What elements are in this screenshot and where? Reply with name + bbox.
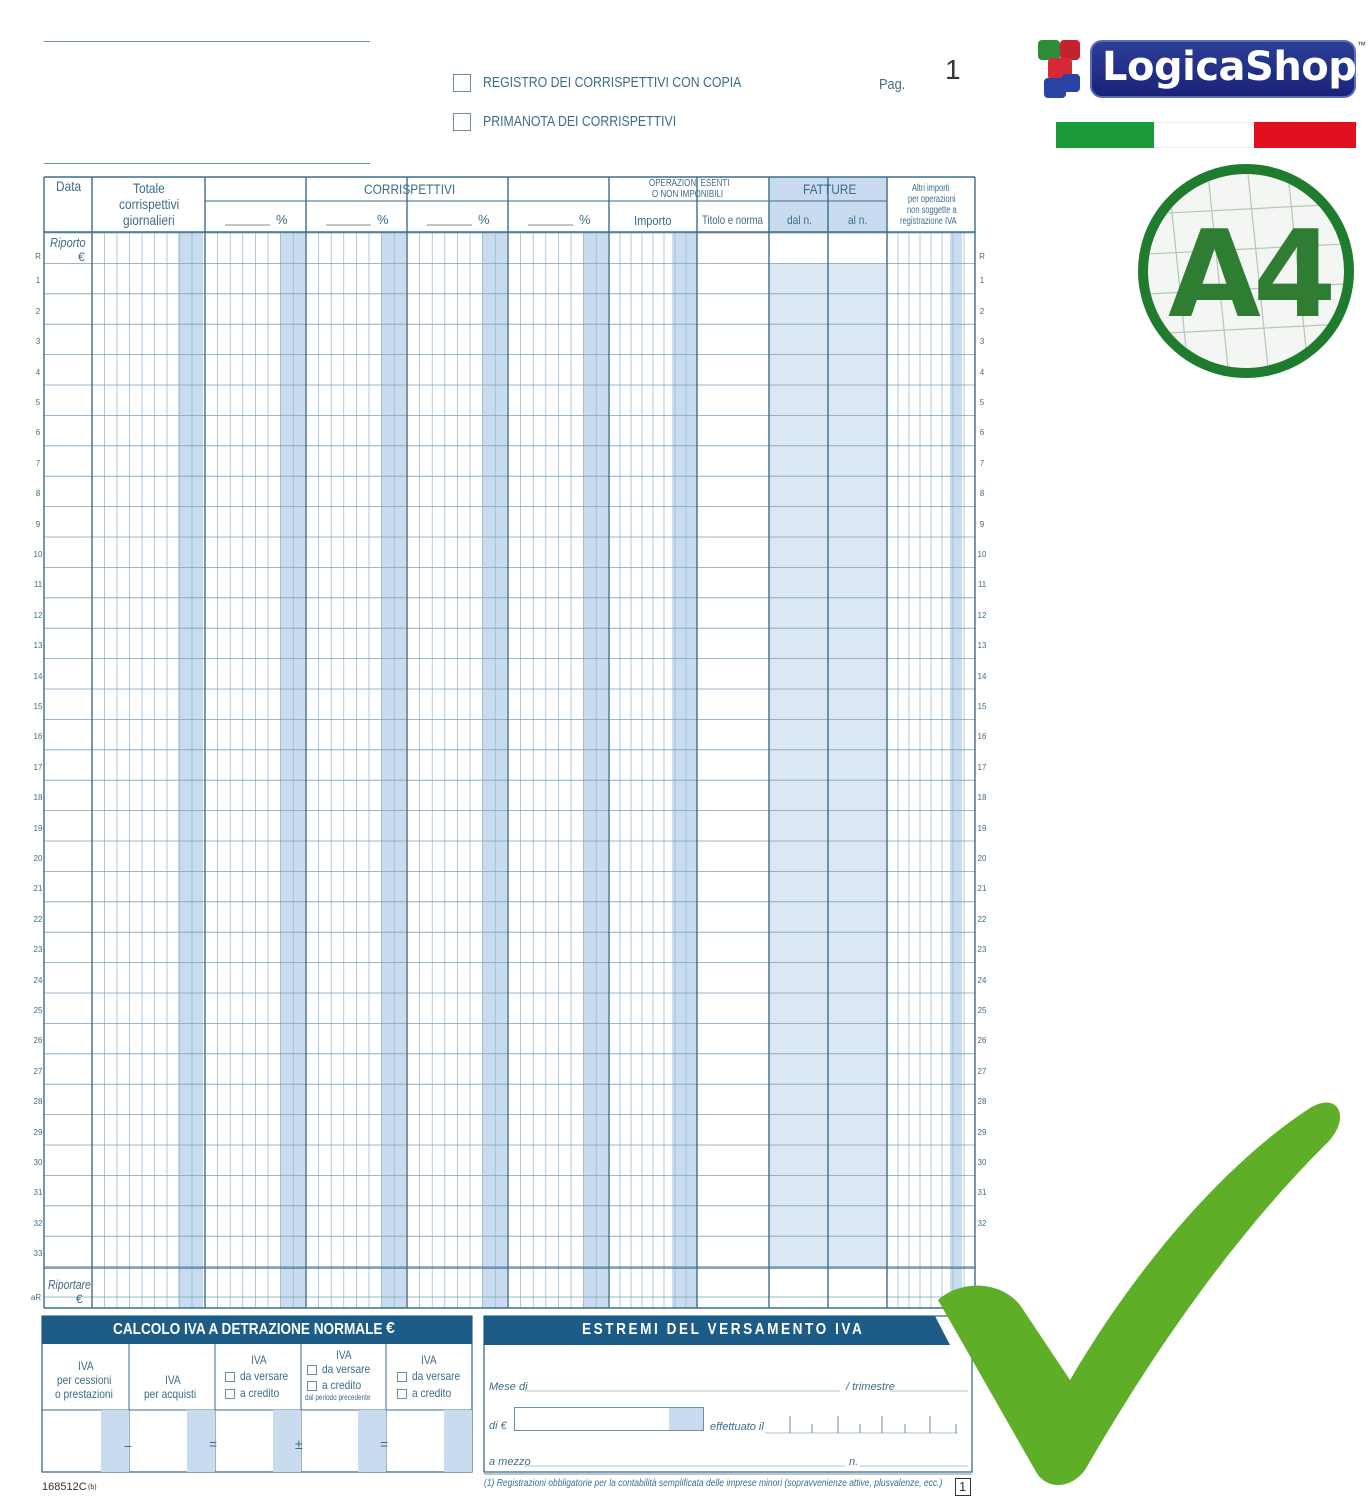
calcolo-c4a: IVA <box>336 1348 352 1362</box>
checkmark-icon <box>920 1090 1350 1490</box>
row-number-right: 14 <box>977 671 987 681</box>
calcolo-title: CALCOLO IVA A DETRAZIONE NORMALE <box>113 1321 383 1338</box>
importo-header: Importo <box>634 213 672 228</box>
row-number-right: 22 <box>977 914 987 924</box>
form-code: 168512C <box>42 1481 87 1493</box>
altri-header-4: registrazione IVA <box>900 216 957 227</box>
row-number-right: 10 <box>977 550 987 559</box>
col-totale-header-3: giornalieri <box>123 212 175 228</box>
a4-badge-text: A4 <box>1168 206 1329 345</box>
row-number-right: 26 <box>977 1036 987 1046</box>
altri-header-3: non soggette a <box>907 205 957 216</box>
esenti-header-1: OPERAZIONI ESENTI <box>649 178 730 189</box>
row-label-r-right: R <box>979 252 985 261</box>
band-5 <box>672 232 697 1308</box>
calcolo-c5a: IVA <box>421 1353 437 1367</box>
row-number-right: 18 <box>977 793 987 803</box>
row-number-right: 9 <box>979 519 985 529</box>
row-number-right: 16 <box>977 732 987 742</box>
row-number-right: 15 <box>977 702 987 711</box>
versamento-n: n. <box>849 1456 859 1468</box>
row-number-left: 23 <box>33 945 43 955</box>
row-number-right: 3 <box>979 337 985 347</box>
row-number-right: 4 <box>979 367 985 377</box>
calcolo-c3a: IVA <box>251 1353 267 1367</box>
versamento-footnote: (1) Registrazioni obbligatorie per la contabilità semplificata delle imprese minori (sopravvenienze attive, plusvalenze, ecc.) <box>484 1478 943 1489</box>
calcolo-c5-versare-checkbox[interactable] <box>397 1372 407 1382</box>
calcolo-c4-credito-checkbox[interactable] <box>307 1381 317 1391</box>
row-number-right: 27 <box>977 1066 987 1076</box>
row-number-right: 30 <box>977 1158 987 1167</box>
row-number-left: 1 <box>35 276 41 286</box>
versamento-mezzo: a mezzo <box>489 1456 531 1468</box>
al-header: al n. <box>848 213 868 227</box>
row-number-left: 29 <box>33 1127 43 1137</box>
row-number-right: 32 <box>977 1218 987 1228</box>
form-code-suffix: (b) <box>88 1484 97 1491</box>
calcolo-c4d: dal periodo precedente <box>305 1393 371 1402</box>
band-3 <box>482 232 507 1308</box>
row-number-left: 27 <box>33 1066 43 1076</box>
versamento-di-euro: di € <box>489 1420 507 1432</box>
calcolo-c1c: o prestazioni <box>55 1387 113 1401</box>
row-number-right: 12 <box>977 610 987 620</box>
row-number-left: 12 <box>33 610 43 620</box>
calcolo-c3c: a credito <box>240 1386 280 1400</box>
calcolo-c1b: per cessioni <box>57 1373 112 1387</box>
row-number-right: 28 <box>977 1097 987 1107</box>
versamento-mese: Mese di <box>489 1381 528 1393</box>
calcolo-c4b: da versare <box>322 1362 371 1376</box>
row-number-right: 6 <box>979 428 985 438</box>
fatture-header: FATTURE <box>803 181 857 197</box>
calcolo-op-equals-1: = <box>209 1436 218 1452</box>
col-totale-header-1: Totale <box>133 180 165 196</box>
calcolo-op-plusminus: ± <box>295 1436 303 1452</box>
band-2 <box>381 232 406 1308</box>
row-number-right: 25 <box>977 1006 987 1015</box>
calcolo-c3-versare-checkbox[interactable] <box>225 1372 235 1382</box>
row-number-left: 11 <box>33 580 43 590</box>
row-number-left: 26 <box>33 1036 43 1046</box>
row-number-right: 21 <box>977 884 987 894</box>
row-number-right: 5 <box>979 398 985 407</box>
dal-header: dal n. <box>787 213 812 227</box>
band-0 <box>178 232 203 1308</box>
row-number-right: 20 <box>977 854 987 863</box>
col-data-header: Data <box>56 178 82 194</box>
row-number-left: 28 <box>33 1097 43 1107</box>
titolo-header: Titolo e norma <box>702 213 764 227</box>
calcolo-c2a: IVA <box>165 1373 181 1387</box>
row-number-right: 17 <box>977 762 987 772</box>
band-1 <box>280 232 305 1308</box>
calcolo-band-4 <box>444 1410 472 1472</box>
row-number-left: 17 <box>33 762 43 772</box>
row-number-left: 8 <box>35 489 41 499</box>
row-number-left: 20 <box>33 854 43 863</box>
row-number-left: 24 <box>33 975 43 985</box>
row-number-left: 16 <box>33 732 43 742</box>
row-number-right: 31 <box>977 1188 987 1198</box>
row-number-right: 11 <box>977 580 987 590</box>
logo-text: LogicaShop <box>1102 44 1357 90</box>
row-number-left: 2 <box>35 306 41 316</box>
band-4 <box>583 232 608 1308</box>
versamento-page-number: 1 <box>959 1479 967 1494</box>
calcolo-c2b: per acquisti <box>144 1387 197 1401</box>
row-number-right: 19 <box>977 823 987 833</box>
row-number-left: 10 <box>33 550 43 559</box>
row-number-right: 24 <box>977 975 987 985</box>
row-number-right: 8 <box>979 489 985 499</box>
percent-2: % <box>377 212 389 227</box>
altri-header-1: Altri importi <box>912 183 950 194</box>
calcolo-c5b: da versare <box>412 1369 461 1383</box>
page-number: 1 <box>945 54 961 85</box>
trademark: ™ <box>1357 40 1366 50</box>
row-number-right: 1 <box>979 276 985 286</box>
row-number-left: 22 <box>33 914 43 924</box>
corrispettivi-header: CORRISPETTIVI <box>364 181 456 197</box>
percent-1: % <box>276 212 288 227</box>
row-number-left: 32 <box>33 1218 43 1228</box>
calcolo-c4-versare-checkbox[interactable] <box>307 1365 317 1375</box>
row-number-right: 13 <box>977 641 987 651</box>
percent-4: % <box>579 212 591 227</box>
register-label: REGISTRO DEI CORRISPETTIVI CON COPIA <box>483 74 742 91</box>
altri-header-2: per operazioni <box>908 194 956 205</box>
row-number-left: 3 <box>35 337 41 347</box>
col-totale-header-2: corrispettivi <box>119 196 180 212</box>
primanota-label: PRIMANOTA DEI CORRISPETTIVI <box>483 113 677 130</box>
row-number-left: 19 <box>33 823 43 833</box>
row-number-left: 18 <box>33 793 43 803</box>
row-number-left: 15 <box>33 702 43 711</box>
row-number-left: 25 <box>33 1006 43 1015</box>
row-number-left: 30 <box>33 1158 43 1167</box>
percent-3: % <box>478 212 490 227</box>
calcolo-c1a: IVA <box>78 1359 94 1373</box>
row-number-left: 7 <box>35 458 41 468</box>
row-number-right: 29 <box>977 1127 987 1137</box>
calcolo-euro: € <box>386 1320 395 1337</box>
calcolo-c3b: da versare <box>240 1369 289 1383</box>
riporto-euro: € <box>78 250 85 264</box>
row-number-left: 31 <box>33 1188 43 1198</box>
row-number-left: 33 <box>33 1249 43 1259</box>
row-number-left: 13 <box>33 641 43 651</box>
row-label-ar-left: aR <box>30 1293 42 1302</box>
calcolo-c5c: a credito <box>412 1386 452 1400</box>
calcolo-c4c: a credito <box>322 1378 362 1392</box>
esenti-header-2: O NON IMPONIBILI <box>652 189 724 200</box>
page-label: Pag. <box>879 76 906 93</box>
row-label-r-left: R <box>35 252 41 261</box>
row-number-left: 21 <box>33 884 43 894</box>
row-number-left: 6 <box>35 428 41 438</box>
row-number-right: 23 <box>977 945 987 955</box>
versamento-trimestre: / trimestre <box>846 1381 895 1393</box>
riporto-label: Riporto <box>50 235 86 250</box>
calcolo-op-minus: − <box>124 1438 133 1454</box>
versamento-title: ESTREMI DEL VERSAMENTO IVA <box>582 1321 865 1338</box>
riportare-label: Riportare <box>48 1277 91 1292</box>
row-number-left: 5 <box>35 398 41 407</box>
riportare-euro: € <box>76 1292 83 1306</box>
versamento-amount-field[interactable] <box>514 1407 704 1431</box>
row-number-left: 9 <box>35 519 41 529</box>
row-number-right: 7 <box>979 458 985 468</box>
calcolo-c5-credito-checkbox[interactable] <box>397 1389 407 1399</box>
calcolo-op-equals-2: = <box>380 1436 389 1452</box>
versamento-effettuato: effettuato il <box>710 1421 764 1433</box>
row-number-left: 14 <box>33 671 43 681</box>
row-number-right: 2 <box>979 306 985 316</box>
calcolo-c3-credito-checkbox[interactable] <box>225 1389 235 1399</box>
row-number-left: 4 <box>35 367 41 377</box>
